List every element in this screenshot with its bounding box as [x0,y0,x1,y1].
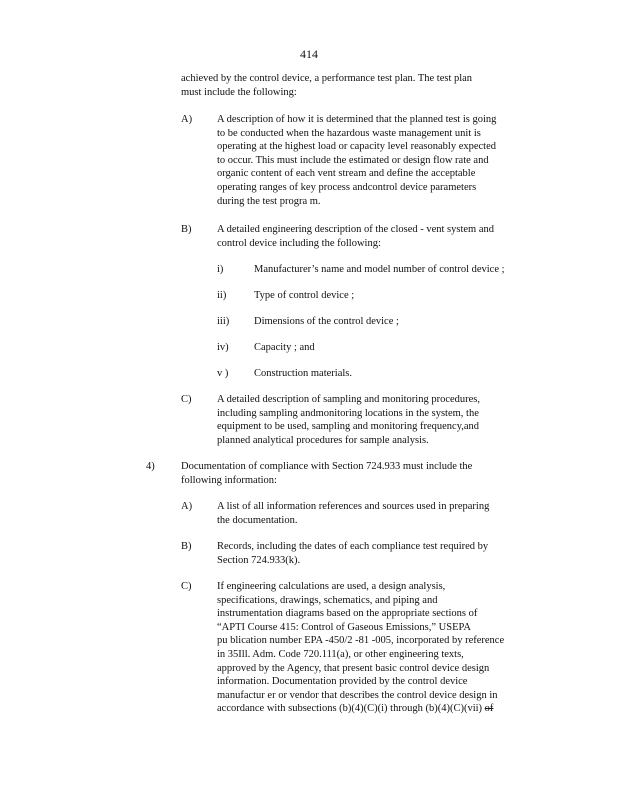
item-4b-paragraph [217,540,488,567]
subitem-label: i) [217,264,224,275]
subitem-label: ii) [217,290,227,301]
intro-paragraph [181,72,472,99]
text-line: in 35Ill. Adm. Code 720.111(a), or other engineering texts, [217,648,464,660]
struck-word: of [484,703,494,715]
text-line: operating at the highest load or capacity level reasonably expected [217,141,497,153]
text-line: Construction materials. [254,368,352,379]
text-line: A detailed description of sampling and monitoring procedures, [217,394,481,405]
item-b-paragraph [217,223,494,250]
text-line: manufactur er or vendor that describes the control device design in [217,689,498,701]
text-line: Dimensions of the control device ; [254,316,399,327]
item-label-c: C) [181,394,192,405]
text-line: Capacity ; and [254,342,315,353]
text-line: Type of control device ; [254,290,355,301]
text-line: the documentation. [217,514,298,526]
text-line: following information: [181,474,277,486]
text-line: operating ranges of key process andcontrol device parameters [217,181,477,193]
page-number: 414 [300,47,318,61]
text-line: If engineering calculations are used, a design analysis, [217,581,446,592]
item-label-b: B) [181,541,192,552]
text-line: pu blication number EPA -450/2 -81 -005, incorporated by reference [217,635,505,647]
subitem-text [254,367,352,381]
subitem-label: iv) [217,342,229,353]
item-a-paragraph [217,113,496,208]
text-line: to be conducted when the hazardous waste management unit is [217,127,481,139]
text-line: information. Documentation provided by the control device [217,676,468,688]
text-line: instrumentation diagrams based on the appropriate sections of [217,608,478,620]
item-c-paragraph [217,393,480,447]
item-label-a: A) [181,501,193,512]
subitem-text [254,263,505,277]
text-line: Manufacturer’s name and model number of control device ; [254,264,505,275]
section-label-4: 4) [146,461,155,472]
text-line: Section 724.933(k). [217,554,301,566]
item-label-b: B) [181,224,192,235]
text-line: including sampling andmonitoring locations in the system, the [217,407,479,419]
subitem-label: v ) [217,368,229,379]
subitem-label: iii) [217,316,230,327]
text-line: specifications, drawings, schematics, and piping and [217,594,438,606]
section-4-paragraph [181,460,472,487]
text-line: organic content of each vent stream and define the acceptable [217,168,476,180]
text-line: equipment to be used, sampling and monitoring frequency,and [217,421,480,433]
subitem-text [254,315,399,329]
text-line: achieved by the control device, a performance test plan. The test plan [181,73,473,84]
text-line: Documentation of compliance with Section 724.933 must include the [181,461,473,472]
subitem-text [254,341,315,355]
text-line: planned analytical procedures for sample analysis. [217,434,429,446]
text-line: “APTI Course 415: Control of Gaseous Emissions,” USEPA [217,621,471,633]
item-4c-paragraph [217,580,504,716]
subitem-text [254,289,354,303]
text-line: control device including the following: [217,237,381,249]
text-line: A detailed engineering description of the closed - vent system and [217,224,495,235]
text-run: accordance with subsections (b)(4)(C)(i) through (b)(4)(C)(vii) [217,703,483,715]
item-label-a: A) [181,114,193,125]
text-line-last [217,702,504,716]
text-line: must include the following: [181,86,297,98]
item-4a-paragraph [217,500,489,527]
text-line: A description of how it is determined that the planned test is going [217,114,497,125]
text-line: A list of all information references and sources used in preparing [217,501,490,512]
text-line: during the test progra m. [217,195,321,207]
item-label-c: C) [181,581,192,592]
text-line: approved by the Agency, that present basic control device design [217,662,490,674]
text-line: Records, including the dates of each compliance test required by [217,541,489,552]
text-line: to occur. This must include the estimated or design flow rate and [217,154,489,166]
